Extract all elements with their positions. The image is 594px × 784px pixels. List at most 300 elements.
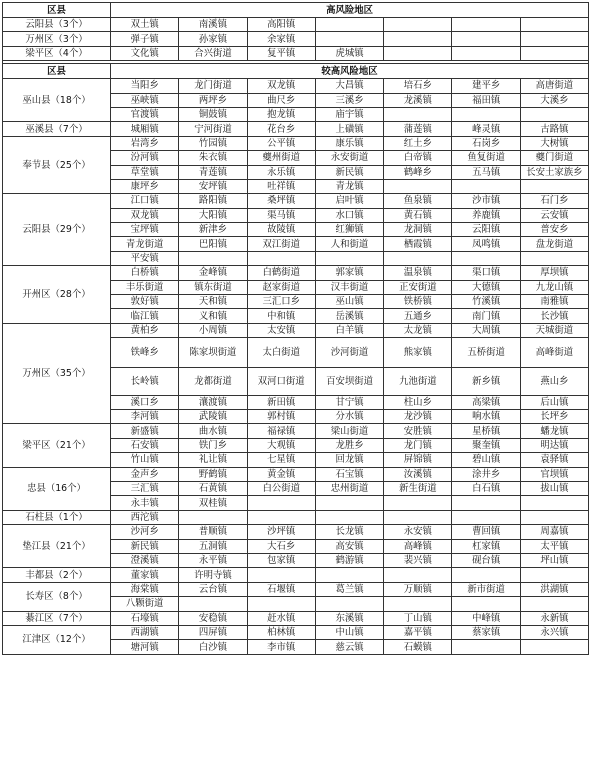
town-cell xyxy=(452,32,520,46)
higher-risk-row xyxy=(3,194,589,208)
town-cell: 太安镇 xyxy=(247,323,315,337)
town-cell: 路阳镇 xyxy=(179,194,247,208)
town-cell: 五桥街道 xyxy=(452,338,520,368)
town-cell: 塘河镇 xyxy=(111,640,179,654)
town-cell: 巫山镇 xyxy=(315,295,383,309)
higher-risk-row xyxy=(3,122,589,136)
town-cell: 吐祥镇 xyxy=(247,179,315,193)
town-cell: 大树镇 xyxy=(520,136,588,150)
town-cell: 云台镇 xyxy=(179,582,247,596)
town-cell xyxy=(384,597,452,611)
town-cell xyxy=(384,18,452,32)
town-cell: 新民镇 xyxy=(315,165,383,179)
town-cell: 万顺镇 xyxy=(384,582,452,596)
town-cell: 永安街道 xyxy=(315,151,383,165)
county-cell: 巫溪县（7个） xyxy=(3,122,111,136)
town-cell: 大德镇 xyxy=(452,280,520,294)
town-cell: 石蟆镇 xyxy=(384,640,452,654)
town-cell: 拔山镇 xyxy=(520,482,588,496)
town-cell: 合兴街道 xyxy=(179,46,247,60)
town-cell: 双龙镇 xyxy=(111,208,179,222)
town-cell: 永新镇 xyxy=(520,611,588,625)
town-cell: 石堰镇 xyxy=(247,582,315,596)
town-cell: 红土乡 xyxy=(384,136,452,150)
county-cell: 万州区（35个） xyxy=(3,323,111,424)
town-cell: 铁峰乡 xyxy=(111,338,179,368)
town-cell: 云安镇 xyxy=(520,208,588,222)
town-cell xyxy=(384,179,452,193)
town-cell: 龙洞镇 xyxy=(384,223,452,237)
town-cell xyxy=(452,46,520,60)
town-cell xyxy=(247,496,315,510)
town-cell: 人和街道 xyxy=(315,237,383,251)
town-cell: 礼让镇 xyxy=(179,453,247,467)
town-cell: 双土镇 xyxy=(111,18,179,32)
town-cell: 曲水镇 xyxy=(179,424,247,438)
town-cell: 岩湾乡 xyxy=(111,136,179,150)
county-column-header: 区县 xyxy=(3,64,111,79)
town-cell: 培石乡 xyxy=(384,79,452,93)
town-cell: 宝坪镇 xyxy=(111,223,179,237)
town-cell: 镇东街道 xyxy=(179,280,247,294)
town-cell: 高峰镇 xyxy=(384,539,452,553)
town-cell: 碧山镇 xyxy=(452,453,520,467)
town-cell xyxy=(315,32,383,46)
county-cell: 长寿区（8个） xyxy=(3,582,111,611)
town-cell xyxy=(520,510,588,524)
town-cell: 嘉平镇 xyxy=(384,625,452,639)
town-cell: 聚奎镇 xyxy=(452,438,520,452)
town-cell: 黄金镇 xyxy=(247,467,315,481)
town-cell: 屏锦镇 xyxy=(384,453,452,467)
higher-risk-section xyxy=(3,64,589,655)
town-cell: 公平镇 xyxy=(247,136,315,150)
town-cell: 赵家街道 xyxy=(247,280,315,294)
higher-risk-row xyxy=(3,582,589,596)
town-cell: 大溪乡 xyxy=(520,93,588,107)
county-cell: 忠县（16个） xyxy=(3,467,111,510)
town-cell xyxy=(452,179,520,193)
town-cell: 竹溪镇 xyxy=(452,295,520,309)
town-cell xyxy=(315,251,383,265)
town-cell: 正安街道 xyxy=(384,280,452,294)
town-cell: 长龙镇 xyxy=(315,525,383,539)
higher-risk-row xyxy=(3,467,589,481)
town-cell xyxy=(452,107,520,121)
town-cell: 燕山乡 xyxy=(520,367,588,395)
town-cell: 蒲莲镇 xyxy=(384,122,452,136)
high-risk-section xyxy=(3,3,589,61)
town-cell: 铁门乡 xyxy=(179,438,247,452)
town-cell: 金声乡 xyxy=(111,467,179,481)
town-cell xyxy=(179,597,247,611)
town-cell: 石安镇 xyxy=(111,438,179,452)
town-cell: 南门镇 xyxy=(452,309,520,323)
town-cell: 草堂镇 xyxy=(111,165,179,179)
town-cell: 鹤峰乡 xyxy=(384,165,452,179)
town-cell: 当阳乡 xyxy=(111,79,179,93)
town-cell: 百安坝街道 xyxy=(315,367,383,395)
town-cell: 双江街道 xyxy=(247,237,315,251)
town-cell: 丁山镇 xyxy=(384,611,452,625)
town-cell: 沙河街道 xyxy=(315,338,383,368)
town-cell: 长坪乡 xyxy=(520,410,588,424)
town-cell: 五通乡 xyxy=(384,309,452,323)
town-cell: 巴阳镇 xyxy=(179,237,247,251)
town-cell xyxy=(520,179,588,193)
town-cell: 官渡镇 xyxy=(111,107,179,121)
town-cell xyxy=(452,597,520,611)
town-cell: 中山镇 xyxy=(315,625,383,639)
town-cell: 八颗街道 xyxy=(111,597,179,611)
town-cell xyxy=(315,510,383,524)
town-cell: 红狮镇 xyxy=(315,223,383,237)
town-cell: 大昌镇 xyxy=(315,79,383,93)
town-cell: 抱龙镇 xyxy=(247,107,315,121)
town-cell: 平安镇 xyxy=(111,251,179,265)
town-cell: 铜鼓镇 xyxy=(179,107,247,121)
town-cell: 东溪镇 xyxy=(315,611,383,625)
town-cell: 溪口乡 xyxy=(111,395,179,409)
town-cell: 袁驿镇 xyxy=(520,453,588,467)
town-cell: 复平镇 xyxy=(247,46,315,60)
town-cell: 西湖镇 xyxy=(111,625,179,639)
town-cell: 高梁镇 xyxy=(452,395,520,409)
county-cell: 梁平区（4个） xyxy=(3,46,111,60)
town-cell xyxy=(384,107,452,121)
town-cell: 文化镇 xyxy=(111,46,179,60)
town-cell: 西沱镇 xyxy=(111,510,179,524)
town-cell: 慈云镇 xyxy=(315,640,383,654)
town-cell: 宁河街道 xyxy=(179,122,247,136)
town-cell xyxy=(247,251,315,265)
town-cell: 渠马镇 xyxy=(247,208,315,222)
town-cell: 普安乡 xyxy=(520,223,588,237)
town-cell: 长岭镇 xyxy=(111,367,179,395)
town-cell: 云阳镇 xyxy=(452,223,520,237)
town-cell: 蟠龙镇 xyxy=(520,424,588,438)
town-cell: 江口镇 xyxy=(111,194,179,208)
town-cell: 竹园镇 xyxy=(179,136,247,150)
town-cell: 杠家镇 xyxy=(452,539,520,553)
town-cell: 曲尺乡 xyxy=(247,93,315,107)
town-cell: 沙坪镇 xyxy=(247,525,315,539)
town-cell: 高安镇 xyxy=(315,539,383,553)
town-cell: 涂井乡 xyxy=(452,467,520,481)
county-cell: 石柱县（1个） xyxy=(3,510,111,524)
town-cell: 三汇镇 xyxy=(111,482,179,496)
town-cell: 新民镇 xyxy=(111,539,179,553)
town-cell xyxy=(520,32,588,46)
town-cell: 黄石镇 xyxy=(384,208,452,222)
town-cell: 厚坝镇 xyxy=(520,266,588,280)
town-cell: 上磺镇 xyxy=(315,122,383,136)
town-cell: 南雅镇 xyxy=(520,295,588,309)
town-cell: 故陵镇 xyxy=(247,223,315,237)
town-cell xyxy=(315,568,383,582)
higher-risk-header-row xyxy=(3,64,589,79)
county-cell: 万州区（3个） xyxy=(3,32,111,46)
town-cell xyxy=(520,46,588,60)
town-cell: 李市镇 xyxy=(247,640,315,654)
town-cell: 龙溪镇 xyxy=(384,93,452,107)
town-cell: 鱼复街道 xyxy=(452,151,520,165)
town-cell xyxy=(520,597,588,611)
town-cell: 柏林镇 xyxy=(247,625,315,639)
higher-risk-row xyxy=(3,568,589,582)
town-cell: 竹山镇 xyxy=(111,453,179,467)
town-cell: 四屏镇 xyxy=(179,625,247,639)
town-cell: 南溪镇 xyxy=(179,18,247,32)
town-cell: 中峰镇 xyxy=(452,611,520,625)
town-cell: 弹子镇 xyxy=(111,32,179,46)
town-cell: 曹回镇 xyxy=(452,525,520,539)
high-risk-row xyxy=(3,46,589,60)
town-cell: 七星镇 xyxy=(247,453,315,467)
town-cell: 永兴镇 xyxy=(520,625,588,639)
town-cell: 周嘉镇 xyxy=(520,525,588,539)
town-cell: 武陵镇 xyxy=(179,410,247,424)
higher-risk-row xyxy=(3,510,589,524)
town-cell: 安坪镇 xyxy=(179,179,247,193)
town-cell xyxy=(384,32,452,46)
town-cell: 葛兰镇 xyxy=(315,582,383,596)
town-cell xyxy=(384,510,452,524)
town-cell: 白帝镇 xyxy=(384,151,452,165)
town-cell: 石黄镇 xyxy=(179,482,247,496)
town-cell: 栖霞镇 xyxy=(384,237,452,251)
higher-risk-row xyxy=(3,611,589,625)
town-cell: 回龙镇 xyxy=(315,453,383,467)
town-cell: 汝溪镇 xyxy=(384,467,452,481)
county-cell: 云阳县（29个） xyxy=(3,194,111,266)
town-cell xyxy=(315,18,383,32)
town-cell: 鱼泉镇 xyxy=(384,194,452,208)
high-risk-header-row xyxy=(3,3,589,18)
town-cell: 敦好镇 xyxy=(111,295,179,309)
town-cell: 大阳镇 xyxy=(179,208,247,222)
town-cell: 龙门街道 xyxy=(179,79,247,93)
town-cell: 九池街道 xyxy=(384,367,452,395)
county-cell: 江津区（12个） xyxy=(3,625,111,654)
town-cell: 康乐镇 xyxy=(315,136,383,150)
town-cell: 郭村镇 xyxy=(247,410,315,424)
town-cell: 高阳镇 xyxy=(247,18,315,32)
town-cell: 坪山镇 xyxy=(520,554,588,568)
town-cell xyxy=(315,496,383,510)
town-cell: 甘宁镇 xyxy=(315,395,383,409)
town-cell: 临江镇 xyxy=(111,309,179,323)
town-cell: 太龙镇 xyxy=(384,323,452,337)
town-cell: 水口镇 xyxy=(315,208,383,222)
county-cell: 奉节县（25个） xyxy=(3,136,111,194)
town-cell: 金峰镇 xyxy=(179,266,247,280)
town-cell: 铁桥镇 xyxy=(384,295,452,309)
town-cell: 太平镇 xyxy=(520,539,588,553)
town-cell: 白羊镇 xyxy=(315,323,383,337)
county-cell: 綦江区（7个） xyxy=(3,611,111,625)
town-cell xyxy=(520,251,588,265)
town-cell: 响水镇 xyxy=(452,410,520,424)
town-cell xyxy=(452,640,520,654)
higher-risk-row xyxy=(3,323,589,337)
town-cell: 三汇口乡 xyxy=(247,295,315,309)
town-cell: 天城街道 xyxy=(520,323,588,337)
town-cell: 九龙山镇 xyxy=(520,280,588,294)
town-cell: 新生街道 xyxy=(384,482,452,496)
town-cell: 高峰街道 xyxy=(520,338,588,368)
high-risk-row xyxy=(3,18,589,32)
higher-risk-row xyxy=(3,625,589,639)
town-cell: 赶水镇 xyxy=(247,611,315,625)
town-cell: 义和镇 xyxy=(179,309,247,323)
town-cell: 白公街道 xyxy=(247,482,315,496)
town-cell: 沙河乡 xyxy=(111,525,179,539)
town-cell xyxy=(384,568,452,582)
town-cell xyxy=(520,640,588,654)
town-cell: 洪湖镇 xyxy=(520,582,588,596)
county-cell: 云阳县（3个） xyxy=(3,18,111,32)
town-cell xyxy=(384,46,452,60)
town-cell: 石门乡 xyxy=(520,194,588,208)
town-cell: 裴兴镇 xyxy=(384,554,452,568)
town-cell xyxy=(179,251,247,265)
town-cell: 梁山街道 xyxy=(315,424,383,438)
town-cell: 明达镇 xyxy=(520,438,588,452)
town-cell: 福禄镇 xyxy=(247,424,315,438)
town-cell: 凤鸣镇 xyxy=(452,237,520,251)
high-risk-row xyxy=(3,32,589,46)
town-cell: 野鹤镇 xyxy=(179,467,247,481)
town-cell: 澄溪镇 xyxy=(111,554,179,568)
town-cell: 分水镇 xyxy=(315,410,383,424)
town-cell: 峰灵镇 xyxy=(452,122,520,136)
higher-risk-area-header: 较高风险地区 xyxy=(111,64,589,79)
town-cell: 新市街道 xyxy=(452,582,520,596)
town-cell: 康坪乡 xyxy=(111,179,179,193)
town-cell: 夔门街道 xyxy=(520,151,588,165)
town-cell: 董家镇 xyxy=(111,568,179,582)
town-cell xyxy=(247,510,315,524)
town-cell xyxy=(384,251,452,265)
town-cell: 古路镇 xyxy=(520,122,588,136)
town-cell: 新津乡 xyxy=(179,223,247,237)
town-cell: 中和镇 xyxy=(247,309,315,323)
town-cell: 城厢镇 xyxy=(111,122,179,136)
town-cell: 大周镇 xyxy=(452,323,520,337)
town-cell: 孙家镇 xyxy=(179,32,247,46)
town-cell: 五洞镇 xyxy=(179,539,247,553)
town-cell xyxy=(520,496,588,510)
town-cell xyxy=(520,18,588,32)
town-cell: 瀼渡镇 xyxy=(179,395,247,409)
county-cell: 丰都县（2个） xyxy=(3,568,111,582)
town-cell xyxy=(452,568,520,582)
town-cell: 鹤游镇 xyxy=(315,554,383,568)
town-cell: 白石镇 xyxy=(452,482,520,496)
town-cell xyxy=(315,597,383,611)
town-cell: 李河镇 xyxy=(111,410,179,424)
town-cell: 丰乐街道 xyxy=(111,280,179,294)
town-cell: 青龙街道 xyxy=(111,237,179,251)
town-cell: 建平乡 xyxy=(452,79,520,93)
town-cell: 永平镇 xyxy=(179,554,247,568)
town-cell: 青莲镇 xyxy=(179,165,247,179)
town-cell: 夔州街道 xyxy=(247,151,315,165)
town-cell: 安稳镇 xyxy=(179,611,247,625)
town-cell: 新乡镇 xyxy=(452,367,520,395)
town-cell: 忠州街道 xyxy=(315,482,383,496)
town-cell: 双河口街道 xyxy=(247,367,315,395)
town-cell xyxy=(452,496,520,510)
town-cell: 汾河镇 xyxy=(111,151,179,165)
town-cell: 白桥镇 xyxy=(111,266,179,280)
town-cell xyxy=(179,510,247,524)
town-cell: 龙胜乡 xyxy=(315,438,383,452)
town-cell xyxy=(384,496,452,510)
town-cell: 柱山乡 xyxy=(384,395,452,409)
town-cell: 龙门镇 xyxy=(384,438,452,452)
town-cell: 新田镇 xyxy=(247,395,315,409)
higher-risk-row xyxy=(3,424,589,438)
town-cell: 沙市镇 xyxy=(452,194,520,208)
town-cell: 小周镇 xyxy=(179,323,247,337)
town-cell: 温泉镇 xyxy=(384,266,452,280)
town-cell xyxy=(452,510,520,524)
town-cell: 长沙镇 xyxy=(520,309,588,323)
town-cell: 官坝镇 xyxy=(520,467,588,481)
county-column-header: 区县 xyxy=(3,3,111,18)
town-cell: 许明寺镇 xyxy=(179,568,247,582)
higher-risk-row xyxy=(3,136,589,150)
town-cell: 花台乡 xyxy=(247,122,315,136)
town-cell: 汉丰街道 xyxy=(315,280,383,294)
town-cell xyxy=(452,251,520,265)
town-cell: 砚台镇 xyxy=(452,554,520,568)
town-cell: 余家镇 xyxy=(247,32,315,46)
county-cell: 巫山县（18个） xyxy=(3,79,111,122)
county-cell: 梁平区（21个） xyxy=(3,424,111,467)
higher-risk-row xyxy=(3,525,589,539)
town-cell: 永乐镇 xyxy=(247,165,315,179)
town-cell: 虎城镇 xyxy=(315,46,383,60)
town-cell: 新盛镇 xyxy=(111,424,179,438)
town-cell: 福田镇 xyxy=(452,93,520,107)
town-cell: 白沙镇 xyxy=(179,640,247,654)
town-cell: 太白街道 xyxy=(247,338,315,368)
town-cell: 高唐街道 xyxy=(520,79,588,93)
town-cell: 大石乡 xyxy=(247,539,315,553)
higher-risk-row xyxy=(3,266,589,280)
town-cell xyxy=(247,568,315,582)
town-cell: 岳溪镇 xyxy=(315,309,383,323)
higher-risk-row xyxy=(3,79,589,93)
town-cell: 陈家坝街道 xyxy=(179,338,247,368)
town-cell: 两坪乡 xyxy=(179,93,247,107)
town-cell: 庙宇镇 xyxy=(315,107,383,121)
town-cell: 郭家镇 xyxy=(315,266,383,280)
town-cell: 黄柏乡 xyxy=(111,323,179,337)
town-cell: 五马镇 xyxy=(452,165,520,179)
town-cell: 石宝镇 xyxy=(315,467,383,481)
town-cell: 三溪乡 xyxy=(315,93,383,107)
town-cell: 桑坪镇 xyxy=(247,194,315,208)
town-cell: 龙沙镇 xyxy=(384,410,452,424)
town-cell xyxy=(520,107,588,121)
town-cell xyxy=(247,597,315,611)
town-cell: 大观镇 xyxy=(247,438,315,452)
town-cell: 永安镇 xyxy=(384,525,452,539)
